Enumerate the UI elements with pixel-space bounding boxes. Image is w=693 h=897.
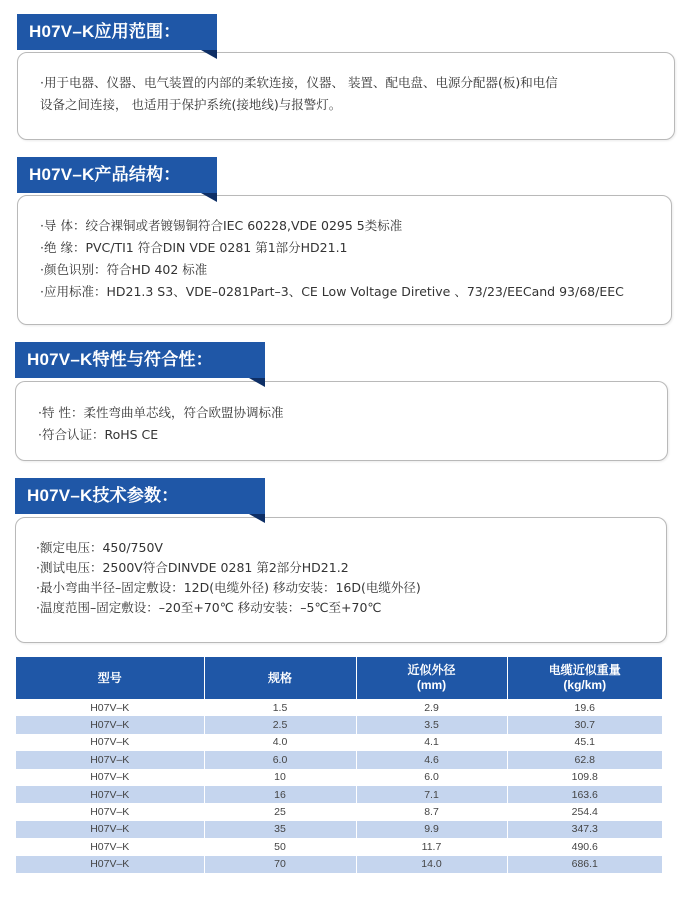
parameters-title-fold: [249, 514, 265, 523]
parameters-line: ·温度范围–固定敷设：–20至+70℃ 移动安装：–5℃至+70℃: [36, 600, 382, 615]
cell-diameter: 4.1: [356, 734, 507, 751]
cell-diameter: 9.9: [356, 821, 507, 838]
header-model: [16, 657, 204, 699]
cell-model: H07V–K: [16, 803, 204, 820]
cell-weight: 490.6: [507, 838, 662, 855]
table-row: [16, 769, 662, 786]
spec-table: [16, 657, 662, 873]
table-header-row: [16, 657, 662, 699]
cell-weight: 347.3: [507, 821, 662, 838]
header-weight-label: 电缆近似重量 (kg/km): [548, 663, 621, 692]
cell-diameter: 2.9: [356, 699, 507, 716]
cell-spec: 50: [204, 838, 356, 855]
characteristics-title-fold: [249, 378, 265, 387]
header-diameter-label: 近似外径 (mm): [407, 663, 456, 692]
cell-spec: 6.0: [204, 751, 356, 768]
cell-weight: 686.1: [507, 856, 662, 873]
cell-weight: 45.1: [507, 734, 662, 751]
application-text: [40, 72, 558, 116]
cell-model: H07V–K: [16, 838, 204, 855]
structure-line: ·绝 缘：PVC/TI1 符合DIN VDE 0281 第1部分HD21.1: [40, 240, 348, 255]
cell-model: H07V–K: [16, 716, 204, 733]
characteristics-line: ·特 性：柔性弯曲单芯线，符合欧盟协调标准: [38, 405, 284, 420]
table-row: [16, 751, 662, 768]
header-diameter: [356, 657, 507, 699]
structure-title-fold: [201, 193, 217, 202]
cell-spec: 35: [204, 821, 356, 838]
cell-weight: 109.8: [507, 769, 662, 786]
cell-spec: 25: [204, 803, 356, 820]
characteristics-line: ·符合认证：RoHS CE: [38, 427, 159, 442]
parameters-text: [36, 538, 421, 618]
cell-diameter: 4.6: [356, 751, 507, 768]
cell-model: H07V–K: [16, 821, 204, 838]
structure-text: [40, 215, 624, 303]
cell-weight: 254.4: [507, 803, 662, 820]
cell-spec: 2.5: [204, 716, 356, 733]
cell-model: H07V–K: [16, 856, 204, 873]
cell-spec: 4.0: [204, 734, 356, 751]
cell-spec: 70: [204, 856, 356, 873]
characteristics-text: [38, 402, 283, 446]
header-spec-label: 规格: [267, 670, 292, 685]
application-title-fold: [201, 50, 217, 59]
header-weight: [507, 657, 662, 699]
structure-line: ·应用标准：HD21.3 S3、VDE–0281Part–3、CE Low Voltage Diretive 、73/23/EECand 93/68/EEC: [40, 284, 624, 299]
table-row: [16, 856, 662, 873]
table-row: [16, 734, 662, 751]
cell-model: H07V–K: [16, 734, 204, 751]
cell-diameter: 14.0: [356, 856, 507, 873]
cell-spec: 1.5: [204, 699, 356, 716]
table-row: [16, 716, 662, 733]
application-line: 设备之间连接， 也适用于保护系统(接地线)与报警灯。: [40, 97, 342, 112]
cell-weight: 62.8: [507, 751, 662, 768]
cell-diameter: 6.0: [356, 769, 507, 786]
table-row: [16, 838, 662, 855]
structure-title: H07V–K产品结构：: [17, 157, 217, 193]
table-body: [16, 699, 662, 873]
cell-model: H07V–K: [16, 751, 204, 768]
cell-model: H07V–K: [16, 699, 204, 716]
characteristics-title: H07V–K特性与符合性：: [15, 342, 265, 378]
parameters-title: H07V–K技术参数：: [15, 478, 265, 514]
structure-line: ·颜色识别：符合HD 402 标准: [40, 262, 208, 277]
cell-diameter: 7.1: [356, 786, 507, 803]
table-row: [16, 803, 662, 820]
parameters-line: ·最小弯曲半径–固定敷设：12D(电缆外径) 移动安装：16D(电缆外径): [36, 580, 421, 595]
table-row: [16, 786, 662, 803]
header-spec: [204, 657, 356, 699]
header-model-label: 型号: [97, 670, 122, 685]
cell-weight: 163.6: [507, 786, 662, 803]
cell-spec: 10: [204, 769, 356, 786]
cell-weight: 30.7: [507, 716, 662, 733]
table-row: [16, 699, 662, 716]
cell-model: H07V–K: [16, 786, 204, 803]
parameters-line: ·额定电压：450/750V: [36, 540, 163, 555]
cell-diameter: 11.7: [356, 838, 507, 855]
application-title: H07V–K应用范围：: [17, 14, 217, 50]
table-row: [16, 821, 662, 838]
cell-spec: 16: [204, 786, 356, 803]
cell-model: H07V–K: [16, 769, 204, 786]
cell-weight: 19.6: [507, 699, 662, 716]
cell-diameter: 8.7: [356, 803, 507, 820]
cell-diameter: 3.5: [356, 716, 507, 733]
application-line: ·用于电器、仪器、电气装置的内部的柔软连接，仪器、 装置、配电盘、电源分配器(板)和电信: [40, 75, 558, 90]
structure-line: ·导 体：绞合裸铜或者镀锡铜符合IEC 60228,VDE 0295 5类标准: [40, 218, 403, 233]
parameters-line: ·测试电压：2500V符合DINVDE 0281 第2部分HD21.2: [36, 560, 349, 575]
